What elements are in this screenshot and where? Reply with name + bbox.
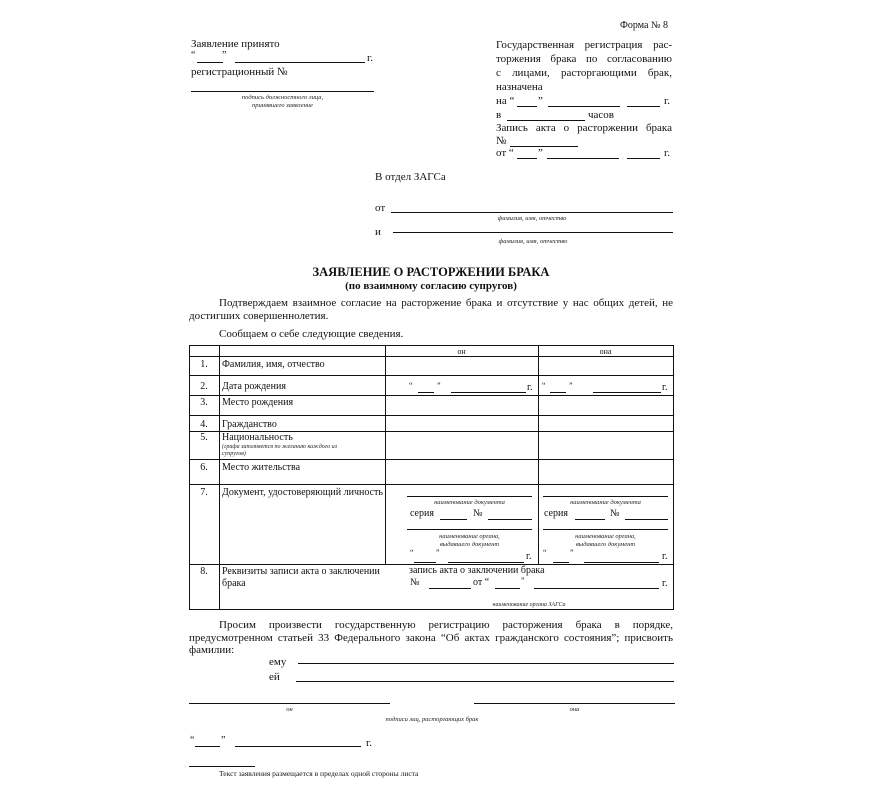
he-nationality-field[interactable] — [386, 432, 538, 459]
issuer-caption-1: наименование органа, — [575, 533, 636, 540]
record-month-field[interactable] — [547, 158, 619, 159]
document-subtitle: (по взаимному согласию супругов) — [345, 280, 517, 292]
row-label: Реквизиты записи акта о заключении — [222, 566, 380, 577]
signatures-caption: подписи лиц, расторгающих брак — [385, 716, 479, 723]
date-close-quote: ” — [221, 735, 226, 746]
and-label: и — [375, 226, 381, 238]
accepted-label: Заявление принято — [191, 38, 280, 50]
row-label: Документ, удостоверяющий личность — [222, 487, 383, 498]
reg-number-label: регистрационный № — [191, 66, 288, 78]
row-number: 2. — [200, 381, 208, 392]
he-birth-month-year-field[interactable] — [451, 392, 526, 393]
appointment-year-suffix: г. — [664, 95, 671, 107]
marriage-record-number-field[interactable] — [429, 588, 471, 589]
signature-year-suffix: г. — [366, 737, 373, 749]
date-close-quote: ” — [222, 50, 227, 61]
date-close-quote: ” — [570, 548, 574, 557]
record-line: Запись акта о расторжении брака — [496, 122, 672, 134]
she-issue-day-field[interactable] — [553, 562, 569, 563]
table-row-line — [189, 375, 674, 376]
month-year-field[interactable] — [235, 62, 365, 63]
row-number: 6. — [200, 462, 208, 473]
date-close-quote: ” — [521, 576, 525, 585]
year-suffix: г. — [526, 551, 532, 562]
she-birth-day-field[interactable] — [550, 392, 566, 393]
registration-line-2: торжения брака по согласованию — [496, 53, 672, 65]
request-line-3: фамилии: — [189, 644, 235, 656]
he-issue-day-field[interactable] — [414, 562, 436, 563]
record-year-field[interactable] — [627, 158, 660, 159]
row-number: 5. — [200, 432, 208, 443]
to-office-label: В отдел ЗАГСа — [375, 171, 446, 183]
table-divider-num — [219, 345, 220, 610]
her-label: ей — [269, 671, 280, 683]
he-caption: он — [286, 706, 293, 713]
row-label: Национальность — [222, 432, 293, 443]
he-full-name-field[interactable] — [386, 357, 538, 375]
row-number: 7. — [200, 487, 208, 498]
she-residence-field[interactable] — [539, 460, 673, 484]
date-close-quote: ” — [569, 381, 573, 390]
request-line-2: предусмотренном статьей 33 Федерального закона “Об актах гражданского состояния”; присвоить — [189, 632, 673, 644]
row-number: 8. — [200, 566, 208, 577]
date-open-quote: “ — [409, 381, 413, 390]
issuer-caption-1: наименование органа, — [439, 533, 500, 540]
year-suffix: г. — [662, 551, 668, 562]
registration-line-1: Государственная регистрация рас- — [496, 39, 672, 51]
she-issuer-field[interactable] — [543, 529, 668, 530]
column-header-she: она — [599, 347, 612, 356]
row-label: Дата рождения — [222, 381, 286, 392]
he-document-name-field[interactable] — [407, 496, 532, 497]
record-number-sign: № — [410, 577, 420, 588]
she-issue-month-year-field[interactable] — [584, 562, 659, 563]
appointment-month-field[interactable] — [548, 106, 620, 107]
marriage-record-month-year-field[interactable] — [534, 588, 659, 589]
form-number: Форма № 8 — [620, 20, 668, 31]
zags-caption: наименование органа ЗАГСа — [492, 602, 566, 608]
date-open-quote: “ — [410, 548, 414, 557]
she-nationality-field[interactable] — [539, 432, 673, 459]
date-open-quote: “ — [542, 381, 546, 390]
issuer-caption-2: выдавшего документ — [439, 541, 500, 548]
he-birthplace-field[interactable] — [386, 396, 538, 415]
intro-line-1: Подтверждаем взаимное согласие на расторжение брака и отсутствие у нас общих детей, не — [219, 297, 673, 309]
she-full-name-field[interactable] — [539, 357, 673, 375]
marriage-record-label: запись акта о заключении брака — [409, 565, 545, 576]
row-label: Фамилия, имя, отчество — [222, 359, 325, 370]
registration-line-4: назначена — [496, 81, 543, 93]
at-prefix: в — [496, 109, 502, 121]
she-citizenship-field[interactable] — [539, 416, 673, 431]
footnote: Текст заявления размещается в пределах одной стороны листа — [219, 769, 419, 778]
registration-line-3: с лицами, расторгающими брак, — [496, 67, 672, 79]
she-caption: она — [569, 706, 580, 713]
he-citizenship-field[interactable] — [386, 416, 538, 431]
row-number: 3. — [200, 397, 208, 408]
applicant-2-name-field[interactable] — [393, 232, 673, 233]
signature-month-year-field[interactable] — [235, 746, 361, 747]
name-caption-1: фамилия, имя, отчество — [497, 215, 567, 222]
intro-line-2: достигших совершеннолетия. — [189, 310, 329, 322]
official-signature-field[interactable] — [191, 91, 374, 92]
record-year-suffix: г. — [664, 147, 671, 159]
record-close-quote: ” — [538, 147, 543, 159]
table-row-line — [189, 484, 674, 485]
number-sign: № — [473, 508, 483, 519]
year-suffix: г. — [527, 382, 533, 393]
date-open-quote: “ — [190, 735, 195, 746]
row-number: 1. — [200, 359, 208, 370]
document-title: ЗАЯВЛЕНИЕ О РАСТОРЖЕНИИ БРАКА — [312, 265, 550, 279]
series-label: серия — [410, 508, 434, 519]
signature-caption-2: принявшего заявление — [252, 102, 313, 109]
applicant-1-name-field[interactable] — [391, 212, 673, 213]
he-series-field[interactable] — [440, 519, 467, 520]
hours-label: часов — [588, 109, 614, 121]
marriage-record-day-field[interactable] — [495, 588, 520, 589]
him-label: ему — [269, 656, 287, 668]
he-doc-number-field[interactable] — [488, 519, 532, 520]
series-label: серия — [544, 508, 568, 519]
record-day-field[interactable] — [517, 158, 537, 159]
table-border-bottom — [189, 609, 674, 610]
intro-para-2: Сообщаем о себе следующие сведения. — [219, 328, 404, 340]
name-caption-2: фамилия, имя, отчество — [498, 238, 568, 245]
she-series-field[interactable] — [575, 519, 605, 520]
footnote-separator — [189, 766, 255, 767]
she-document-name-field[interactable] — [543, 496, 668, 497]
on-close-quote: ” — [538, 95, 543, 107]
doc-name-caption: наименование документа — [570, 499, 641, 506]
row-number: 4. — [200, 419, 208, 430]
his-surname-field[interactable] — [298, 663, 674, 664]
signature-day-field[interactable] — [195, 746, 220, 747]
year-suffix: г. — [662, 382, 668, 393]
her-surname-field[interactable] — [296, 681, 674, 682]
her-signature-field[interactable] — [474, 703, 675, 704]
date-close-quote: ” — [436, 548, 440, 557]
appointment-day-field[interactable] — [517, 106, 537, 107]
record-from-prefix: от “ — [496, 147, 514, 159]
row-label: Гражданство — [222, 419, 277, 430]
he-birth-day-field[interactable] — [418, 392, 434, 393]
table-border-right — [673, 345, 674, 610]
row-note: (графа заполняется по желанию каждого из — [222, 444, 337, 450]
she-birth-month-year-field[interactable] — [593, 392, 661, 393]
marriage-record-from: от “ — [473, 577, 490, 588]
signature-caption-1: подпись должностного лица, — [241, 94, 324, 101]
date-open-quote: “ — [191, 50, 196, 61]
date-open-quote: “ — [543, 548, 547, 557]
date-close-quote: ” — [437, 381, 441, 390]
he-issue-month-year-field[interactable] — [448, 562, 524, 563]
issuer-caption-2: выдавшего документ — [575, 541, 636, 548]
on-prefix: на “ — [496, 95, 515, 107]
his-signature-field[interactable] — [189, 703, 390, 704]
appointment-year-field[interactable] — [627, 106, 660, 107]
row-note: супругов) — [222, 451, 246, 457]
she-doc-number-field[interactable] — [625, 519, 668, 520]
row-label-line-2: брака — [222, 578, 246, 589]
number-sign: № — [610, 508, 620, 519]
from-label: от — [375, 202, 386, 214]
he-issuer-field[interactable] — [407, 529, 532, 530]
request-line-1: Просим произвести государственную регистрацию расторжения брака в порядке, — [219, 619, 673, 631]
record-number-field[interactable] — [510, 146, 578, 147]
record-number-sign: № — [496, 135, 507, 147]
she-birthplace-field[interactable] — [539, 396, 673, 415]
doc-name-caption: наименование документа — [434, 499, 505, 506]
row-label: Место жительства — [222, 462, 301, 473]
column-header-he: он — [457, 347, 466, 356]
day-field[interactable] — [197, 62, 223, 63]
row-label: Место рождения — [222, 397, 294, 408]
year-suffix: г. — [367, 52, 374, 64]
appointment-time-field[interactable] — [507, 120, 585, 121]
he-residence-field[interactable] — [386, 460, 538, 484]
year-suffix: г. — [662, 578, 668, 589]
